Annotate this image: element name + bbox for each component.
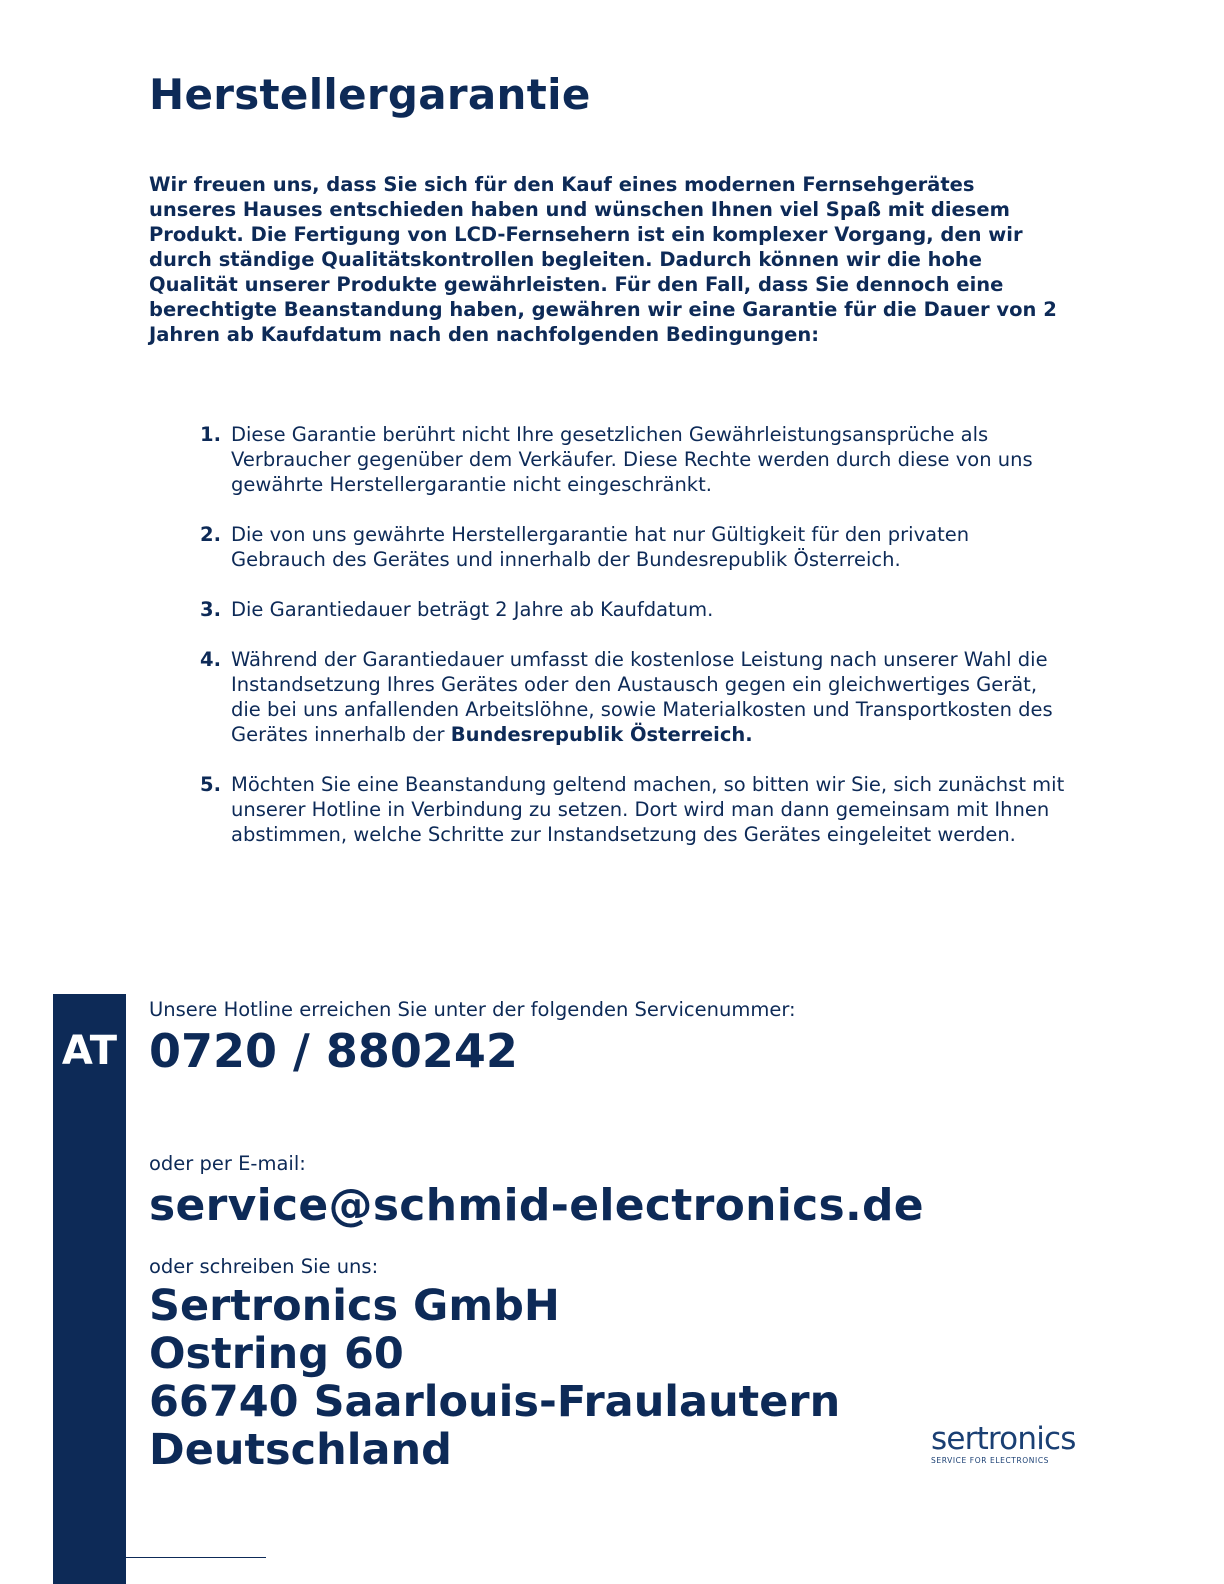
condition-item bbox=[200, 597, 1070, 622]
logo-tagline: SERVICE FOR ELECTRONICS bbox=[931, 1456, 1050, 1465]
condition-item bbox=[200, 647, 1070, 747]
hotline-label: Unsere Hotline erreichen Sie unter der folgenden Servicenummer: bbox=[149, 998, 796, 1021]
postal-label: oder schreiben Sie uns: bbox=[149, 1255, 379, 1278]
condition-number: 4. bbox=[200, 648, 221, 671]
condition-text: Während der Garantiedauer umfasst die kostenlose Leistung nach unserer Wahl die Instandsetzung Ihres Gerätes oder den Austausch gegen ein gleichwertiges Gerät, die bei uns anfallenden Arbeitslöhne, sowie Materialkosten und Transportkosten des Gerätes innerhalb der bbox=[231, 648, 1053, 746]
country-sidebar bbox=[53, 994, 126, 1584]
email-label: oder per E-mail: bbox=[149, 1152, 306, 1175]
address-street: Ostring 60 bbox=[149, 1329, 404, 1379]
condition-number: 3. bbox=[200, 598, 221, 621]
condition-text: Die von uns gewährte Herstellergarantie hat nur Gültigkeit für den privaten Gebrauch des Gerätes und innerhalb der Bundesrepublik Österreich. bbox=[231, 523, 970, 571]
warranty-conditions-list bbox=[200, 422, 1070, 872]
hotline-phone-number[interactable]: 0720 / 880242 bbox=[149, 1024, 518, 1078]
condition-number: 1. bbox=[200, 423, 221, 446]
intro-paragraph: Wir freuen uns, dass Sie sich für den Kauf eines modernen Fernsehgerätes unseres Hauses entschieden haben und wünschen Ihnen viel Spaß mit diesem Produkt. Die Fertigung von LCD-Fernsehern ist ein komplexer Vorgang, den wir durch ständige Qualitätskontrollen begleiten. Dadurch können wir die hohe Qualität unserer Produkte gewährleisten. Für den Fall, dass Sie dennoch eine berechtigte Beanstandung haben, gewähren wir eine Garantie für die Dauer von 2 Jahren ab Kaufdatum nach den nachfolgenden Bedingungen: bbox=[149, 173, 1057, 346]
sertronics-logo bbox=[931, 1421, 1085, 1465]
condition-number: 5. bbox=[200, 773, 221, 796]
footer-divider bbox=[126, 1557, 266, 1558]
logo-wordmark: sertronics bbox=[931, 1421, 1076, 1457]
condition-item bbox=[200, 522, 1070, 572]
condition-emphasis: Bundesrepublik Österreich. bbox=[450, 723, 753, 746]
postal-address bbox=[149, 1282, 840, 1474]
address-country: Deutschland bbox=[149, 1425, 452, 1475]
condition-text: Die Garantiedauer beträgt 2 Jahre ab Kaufdatum. bbox=[231, 598, 714, 621]
condition-item bbox=[200, 772, 1070, 847]
address-city: 66740 Saarlouis-Fraulautern bbox=[149, 1377, 841, 1427]
condition-item bbox=[200, 422, 1070, 497]
address-company: Sertronics GmbH bbox=[149, 1281, 560, 1331]
condition-text: Möchten Sie eine Beanstandung geltend machen, so bitten wir Sie, sich zunächst mit unserer Hotline in Verbindung zu setzen. Dort wird man dann gemeinsam mit Ihnen abstimmen, welche Schritte zur Instandsetzung des Gerätes eingeleitet werden. bbox=[231, 773, 1065, 846]
condition-number: 2. bbox=[200, 523, 221, 546]
page-title: Herstellergarantie bbox=[149, 70, 591, 119]
country-code: AT bbox=[61, 1028, 118, 1074]
service-email-link[interactable]: service@schmid-electronics.de bbox=[149, 1180, 924, 1231]
condition-text: Diese Garantie berührt nicht Ihre gesetzlichen Gewährleistungsansprüche als Verbraucher gegenüber dem Verkäufer. Diese Rechte werden durch diese von uns gewährte Herstellergarantie nicht eingeschränkt. bbox=[231, 423, 1033, 496]
